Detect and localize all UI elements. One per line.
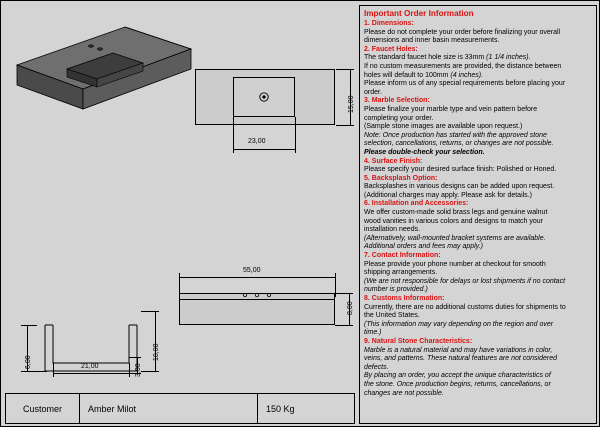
info-section-line: wood vanities in various colors and designs to match your	[364, 217, 543, 225]
info-section-line: We offer custom-made solid brass legs and genuine walnut	[364, 209, 548, 217]
info-section-line: order.	[364, 88, 382, 96]
side-view-inner-ext-left	[53, 363, 54, 377]
side-view-thickness-ext-top	[129, 357, 141, 358]
info-section-heading: 6. Installation and Accessories:	[364, 200, 469, 208]
info-section-line: Backsplashes in various designs can be added upon request.	[364, 183, 555, 191]
info-section-line: completing your order.	[364, 114, 434, 122]
info-section-line: Please provide your phone number at checkout for smooth	[364, 260, 546, 268]
info-section-line: (Additional charges may apply. Please ask for details.)	[364, 191, 532, 199]
front-view-width-dim-text: 55,00	[243, 267, 261, 274]
side-view-left-height-dim-text: 6,00	[25, 355, 32, 369]
top-view-drain-icon	[257, 90, 271, 104]
info-section-line: the United States.	[364, 312, 420, 320]
top-view-height-ext-bottom	[336, 125, 354, 126]
info-section-heading: 2. Faucet Holes:	[364, 45, 418, 53]
title-block-customer-name: Amber Milot	[80, 394, 258, 423]
front-view-width-ext-left	[179, 273, 180, 297]
side-section-view	[41, 323, 161, 383]
side-view-left-height-ext-top	[21, 325, 37, 326]
info-section-line: By placing an order, you accept the unique characteristics of	[364, 372, 551, 380]
info-section-line: Please do not complete your order before finalizing your overall	[364, 28, 561, 36]
info-section-line: Please specify your desired surface finish: Polished or Honed.	[364, 166, 557, 174]
front-view-height-dim-text: 8,00	[347, 301, 354, 315]
info-section-line: selection, cancellations, returns, or changes are not possible.	[364, 140, 554, 148]
side-view-height-dim-line	[155, 311, 156, 371]
title-block-customer-label: Customer	[6, 394, 80, 423]
info-section-line: holes will default to 100mm (4 inches).	[364, 71, 484, 79]
front-view-height-ext-top	[335, 293, 353, 294]
drawing-area	[5, 5, 355, 388]
info-section-heading: 4. Surface Finish:	[364, 157, 423, 165]
info-section-heading: 8. Customs Information:	[364, 295, 445, 302]
info-section-line: veins, and patterns. These natural features are not considered	[364, 355, 558, 363]
front-view-width-dim-line	[179, 277, 335, 278]
front-view-faucet-holes-icon	[240, 291, 274, 299]
info-section-line: Please inform us of any special requirements before placing your	[364, 80, 566, 88]
info-section-line: Marble is a natural material and may have variations in color,	[364, 346, 553, 354]
important-order-information-panel	[359, 5, 597, 424]
side-view-height-ext-bottom	[141, 371, 159, 372]
info-section-heading: 3. Marble Selection:	[364, 97, 430, 105]
title-block-weight: 150 Kg	[266, 403, 295, 414]
title-block	[5, 393, 355, 424]
info-section-line: dimensions and inner basin measurements.	[364, 37, 500, 45]
info-section-heading: 9. Natural Stone Characteristics:	[364, 337, 473, 345]
info-section-heading: 5. Backsplash Option:	[364, 174, 438, 182]
top-view-width-dim-text: 23,00	[248, 138, 266, 145]
info-section-line: If no custom measurements are provided, the distance between	[364, 62, 562, 70]
info-panel-title: Important Order Information	[364, 9, 474, 18]
info-section-heading: 1. Dimensions:	[364, 20, 414, 27]
info-section-line: (We are not responsible for delays or lost shipments if no contact	[364, 277, 566, 285]
info-section-line: (Alternatively, wall-mounted bracket systems are available.	[364, 234, 546, 242]
info-section-line: number is provided.)	[364, 286, 428, 294]
side-view-inner-width-dim-text: 21,00	[81, 363, 99, 370]
info-section-line: Additional orders and fees may apply.)	[364, 243, 483, 251]
top-view-width-dim-line	[233, 149, 295, 150]
side-view-height-dim-text: 18,00	[153, 343, 160, 361]
top-view-height-ext-top	[336, 69, 354, 70]
side-view-inner-ext-right	[129, 363, 130, 377]
side-view-thickness-dim-text: 3,00	[135, 363, 142, 377]
top-view-height-dim-text: 15,00	[348, 95, 355, 113]
info-section-line: changes are not possible.	[364, 389, 444, 397]
info-section-line: Currently, there are no additional customs duties for shipments to	[364, 303, 566, 311]
top-view-width-ext-right	[295, 117, 296, 153]
info-section-line: The standard faucet hole size is 33mm (1 1/4 inches).	[364, 54, 531, 62]
side-view-left-height-ext-bottom	[21, 371, 47, 372]
info-section-line: Note: Once production has started with the approved stone	[364, 131, 547, 139]
info-section-line: defects.	[364, 363, 389, 371]
front-view-top-edge-line	[179, 299, 335, 300]
info-section-line: time.)	[364, 329, 382, 337]
info-section-line: shipping arrangements.	[364, 269, 438, 277]
front-view-height-ext-bottom	[335, 325, 353, 326]
info-panel-body	[364, 20, 592, 398]
info-section-heading: 7. Contact Information:	[364, 252, 441, 260]
info-section-line: installation needs.	[364, 226, 421, 234]
info-section-line: the stone. Once production begins, returns, cancellations, or	[364, 380, 551, 388]
info-section-line: Please double-check your selection.	[364, 148, 485, 156]
info-section-line: (Sample stone images are available upon request.)	[364, 123, 523, 131]
isometric-view	[5, 13, 195, 153]
info-section-line: Please finalize your marble type and vein pattern before	[364, 105, 538, 113]
side-view-inner-width-dim-line	[53, 373, 129, 374]
info-section-line: (This information may vary depending on the region and over	[364, 320, 554, 328]
side-view-height-ext-top	[141, 311, 159, 312]
top-view-width-ext-left	[233, 117, 234, 153]
